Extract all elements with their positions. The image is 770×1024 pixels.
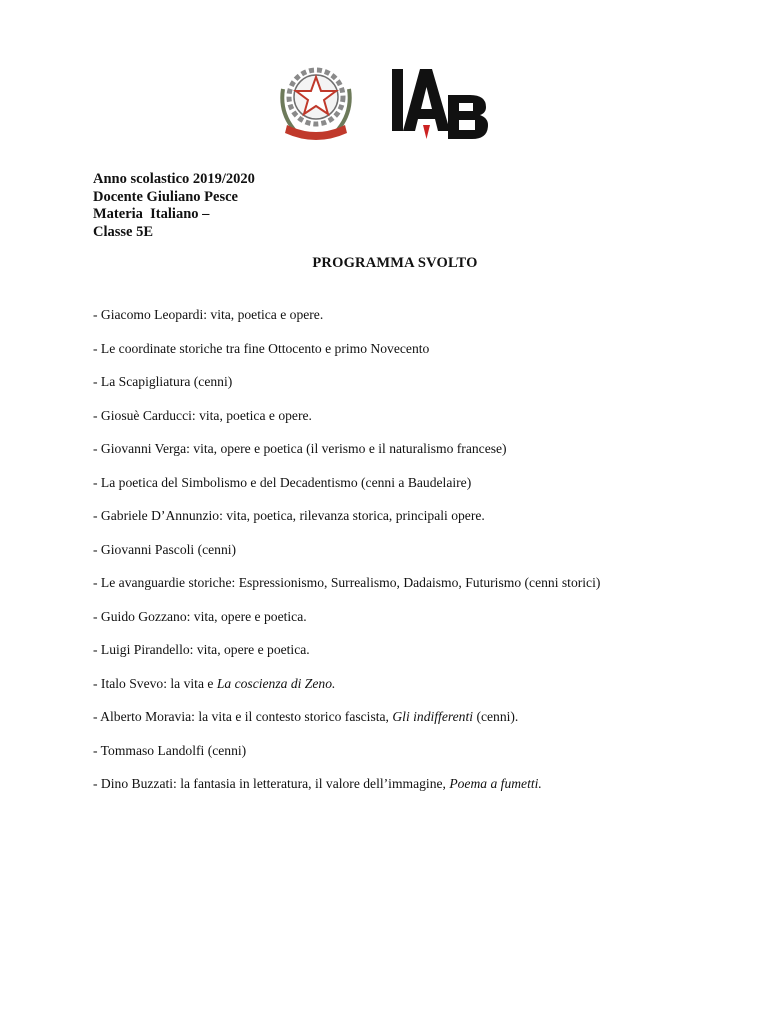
list-item: - Le coordinate storiche tra fine Ottocento e primo Novecento xyxy=(93,340,430,356)
school-year: Anno scolastico 2019/2020 xyxy=(93,171,255,187)
list-item: - Giovanni Pascoli (cenni) xyxy=(93,541,237,557)
list-item: - Tommaso Landolfi (cenni) xyxy=(93,742,247,758)
list-item: - Gabriele D’Annunzio: vita, poetica, rilevanza storica, principali opere. xyxy=(93,508,485,523)
list-item: - Dino Buzzati: la fantasia in letteratura, il valore dell’immagine, Poema a fumetti. xyxy=(93,776,542,791)
work-title: Poema a fumetti. xyxy=(449,776,542,791)
italian-republic-emblem-icon xyxy=(275,59,357,145)
list-item: - La poetica del Simbolismo e del Decadentismo (cenni a Baudelaire) xyxy=(93,474,472,490)
list-item: - Italo Svevo: la vita e La coscienza di Zeno. xyxy=(93,675,336,691)
class-name: Classe 5E xyxy=(93,223,154,240)
list-item: - Alberto Moravia: la vita e il contesto storico fascista, Gli indifferenti (cenni). xyxy=(93,709,519,724)
list-item: - Giacomo Leopardi: vita, poetica e opere. xyxy=(93,307,324,322)
list-item: - Giovanni Verga: vita, opere e poetica (il verismo e il naturalismo francese) xyxy=(93,441,507,456)
work-title: Gli indifferenti xyxy=(392,709,474,724)
subject: Materia Italiano – xyxy=(93,206,210,222)
page-title: PROGRAMMA SVOLTO xyxy=(312,255,478,271)
list-item: - Le avanguardie storiche: Espressionismo, Surrealismo, Dadaismo, Futurismo (cenni storici) xyxy=(93,575,601,590)
list-item: - Giosuè Carducci: vita, poetica e opere. xyxy=(93,407,312,423)
document-header xyxy=(93,171,255,241)
list-item: - Guido Gozzano: vita, opere e poetica. xyxy=(93,608,307,624)
list-item: - La Scapigliatura (cenni) xyxy=(93,374,233,389)
teacher-name: Docente Giuliano Pesce xyxy=(93,188,238,205)
topic-list xyxy=(93,305,733,808)
logo-bar xyxy=(0,55,770,155)
work-title: La coscienza di Zeno. xyxy=(216,675,336,691)
list-item: - Luigi Pirandello: vita, opere e poetica. xyxy=(93,642,310,657)
iab-logo xyxy=(390,65,490,141)
